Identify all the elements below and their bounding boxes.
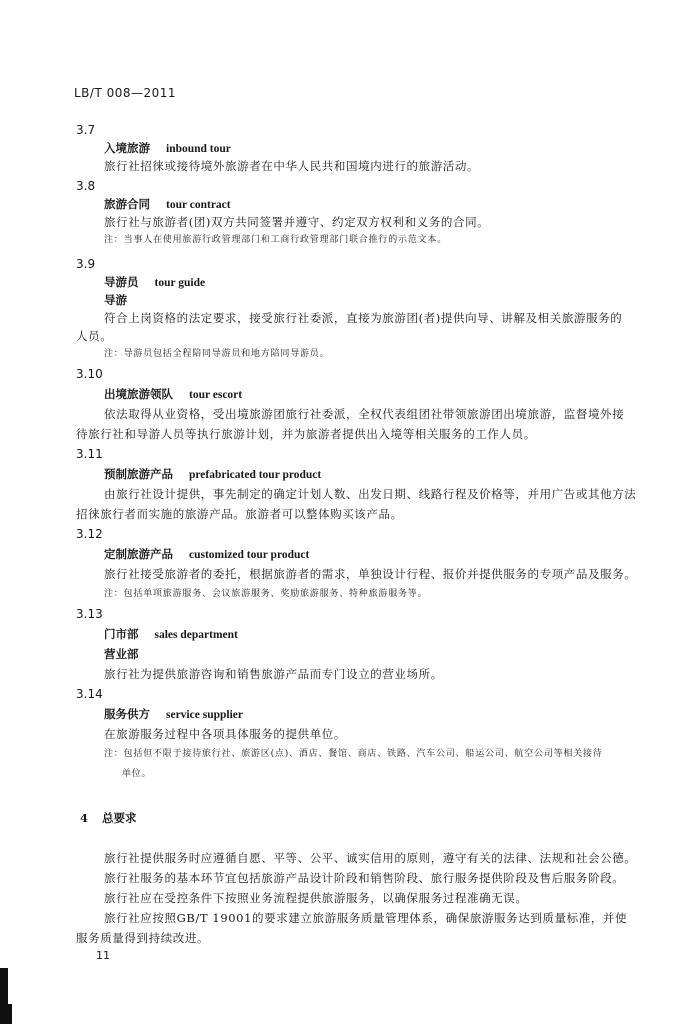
term-english: sales department xyxy=(154,629,238,641)
section-title: 总要求 xyxy=(102,811,137,825)
term-chinese: 出境旅游领队 xyxy=(104,387,173,401)
clause-number: 3.11 xyxy=(76,447,103,461)
term-alternate: 导游 xyxy=(104,293,127,307)
paragraph-text: 旅行社应在受控条件下按照业务流程提供旅游服务，以确保服务过程准确无误。 xyxy=(104,891,528,905)
term-english: service supplier xyxy=(166,709,243,721)
section-number: 4 xyxy=(80,811,89,825)
page-number: 11 xyxy=(96,949,110,962)
term-english: tour escort xyxy=(189,389,243,401)
clause-number: 3.12 xyxy=(76,527,103,541)
definition-text: 人员。 xyxy=(76,329,113,343)
binding-edge-mark xyxy=(6,1004,12,1024)
term-heading xyxy=(104,626,238,643)
term-chinese: 门市部 xyxy=(104,627,139,641)
definition-text: 旅行社与旅游者(团)双方共同签署并遵守、约定双方权利和义务的合同。 xyxy=(104,215,490,229)
definition-text: 依法取得从业资格，受出境旅游团旅行社委派，全权代表组团社带领旅游团出境旅游，监督境外接 xyxy=(104,407,625,421)
term-english: tour contract xyxy=(166,199,231,211)
paragraph-text: 旅行社提供服务时应遵循自愿、平等、公平、诚实信用的原则，遵守有关的法律、法规和社会公德。 xyxy=(104,851,637,865)
note-text: 注：包括单项旅游服务、会议旅游服务、奖励旅游服务、特种旅游服务等。 xyxy=(104,589,428,599)
term-heading xyxy=(104,386,242,403)
note-text: 注：导游员包括全程陪同导游员和地方陪同导游员。 xyxy=(104,349,330,359)
term-heading xyxy=(104,546,309,563)
clause-number: 3.13 xyxy=(76,607,103,621)
clause-number: 3.8 xyxy=(76,179,96,193)
paragraph-text: 旅行社应按照GB/T 19001的要求建立旅游服务质量管理体系，确保旅游服务达到质量标准，并使 xyxy=(104,911,628,925)
term-english: customized tour product xyxy=(189,549,310,561)
term-heading xyxy=(104,466,321,483)
term-heading xyxy=(104,196,231,213)
note-text: 注：包括但不限于接待旅行社、旅游区(点)、酒店、餐馆、商店、铁路、汽车公司、船运公司、航空公司等相关接待 xyxy=(104,749,603,759)
definition-text: 招徕旅行者而实施的旅游产品。旅游者可以整体购买该产品。 xyxy=(76,507,403,521)
definition-text: 在旅游服务过程中各项具体服务的提供单位。 xyxy=(104,727,346,741)
term-alternate: 营业部 xyxy=(104,647,139,661)
note-text: 注：当事人在使用旅游行政管理部门和工商行政管理部门联合推行的示范文本。 xyxy=(104,235,448,245)
term-chinese: 预制旅游产品 xyxy=(104,467,173,481)
term-english: prefabricated tour product xyxy=(189,469,322,481)
definition-text: 旅行社招徕或接待境外旅游者在中华人民共和国境内进行的旅游活动。 xyxy=(104,159,480,173)
clause-number: 3.9 xyxy=(76,257,96,271)
clause-number: 3.7 xyxy=(76,123,96,137)
term-english: tour guide xyxy=(154,277,206,289)
term-english: inbound tour xyxy=(166,143,231,155)
term-chinese: 导游员 xyxy=(104,275,139,289)
paragraph-text: 旅行社服务的基本环节宜包括旅游产品设计阶段和销售阶段、旅行服务提供阶段及售后服务阶段。 xyxy=(104,871,625,885)
definition-text: 待旅行社和导游人员等执行旅游计划，并为旅游者提供出入境等相关服务的工作人员。 xyxy=(76,427,536,441)
term-chinese: 定制旅游产品 xyxy=(104,547,173,561)
definition-text: 旅行社为提供旅游咨询和销售旅游产品而专门设立的营业场所。 xyxy=(104,667,443,681)
definition-text: 符合上岗资格的法定要求，接受旅行社委派，直接为旅游团(者)提供向导、讲解及相关旅游服务的 xyxy=(104,311,623,325)
clause-number: 3.14 xyxy=(76,687,103,701)
section-heading xyxy=(80,810,137,826)
definition-text: 旅行社接受旅游者的委托，根据旅游者的需求，单独设计行程、报价并提供服务的专项产品及服务。 xyxy=(104,567,637,581)
definition-text: 由旅行社设计提供，事先制定的确定计划人数、出发日期、线路行程及价格等，并用广告或其他方法 xyxy=(104,487,637,501)
standard-code-header: LB/T 008—2011 xyxy=(74,86,177,100)
paragraph-text: 服务质量得到持续改进。 xyxy=(76,931,210,945)
term-heading xyxy=(104,140,231,157)
clause-number: 3.10 xyxy=(76,367,103,381)
note-text: 单位。 xyxy=(122,769,152,779)
term-heading xyxy=(104,706,243,723)
term-chinese: 服务供方 xyxy=(104,707,150,721)
term-heading xyxy=(104,274,205,291)
term-chinese: 旅游合同 xyxy=(104,197,150,211)
term-chinese: 入境旅游 xyxy=(104,141,150,155)
